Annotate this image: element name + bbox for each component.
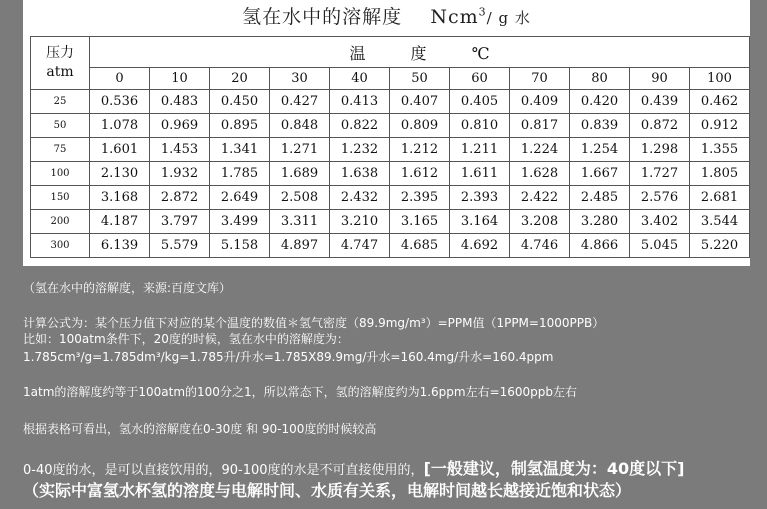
value-cell: 0.817: [510, 114, 570, 138]
value-cell: 0.895: [210, 114, 270, 138]
temperature-cell: 100: [690, 68, 750, 90]
table-row: [31, 114, 750, 138]
value-cell: 1.612: [390, 162, 450, 186]
table-sheet: [23, 0, 750, 266]
source-note: （氢在水中的溶解度，来源:百度文库）: [23, 281, 232, 295]
table-row: [31, 162, 750, 186]
solubility-table: [30, 36, 750, 258]
value-cell: 6.139: [90, 234, 150, 258]
value-cell: 3.311: [270, 210, 330, 234]
actual-note: （实际中富氢水杯氢的溶度与电解时间、水质有关系，电解时间越长越接近饱和状态）: [23, 481, 632, 500]
pressure-header-unit: atm: [46, 64, 74, 80]
pressure-header-label: 压力: [46, 45, 74, 61]
value-cell: 5.579: [150, 234, 210, 258]
value-cell: 3.165: [390, 210, 450, 234]
value-cell: 2.393: [450, 186, 510, 210]
value-cell: 0.809: [390, 114, 450, 138]
drink-note-line: [23, 456, 684, 479]
temperature-header: 温 度 ℃: [90, 37, 750, 68]
temperature-cell: 50: [390, 68, 450, 90]
value-cell: 1.689: [270, 162, 330, 186]
value-cell: 4.747: [330, 234, 390, 258]
value-cell: 0.969: [150, 114, 210, 138]
value-cell: 4.866: [570, 234, 630, 258]
value-cell: 1.355: [690, 138, 750, 162]
value-cell: 0.413: [330, 90, 390, 114]
value-cell: 0.427: [270, 90, 330, 114]
value-cell: 0.407: [390, 90, 450, 114]
value-cell: 1.298: [630, 138, 690, 162]
value-cell: 1.224: [510, 138, 570, 162]
value-cell: 1.271: [270, 138, 330, 162]
value-cell: 4.187: [90, 210, 150, 234]
value-cell: 1.212: [390, 138, 450, 162]
pressure-cell: 75: [31, 138, 90, 162]
value-cell: 1.232: [330, 138, 390, 162]
value-cell: 1.078: [90, 114, 150, 138]
value-cell: 0.420: [570, 90, 630, 114]
value-cell: 2.576: [630, 186, 690, 210]
pressure-cell: 100: [31, 162, 90, 186]
title-unit-sup: 3: [478, 5, 487, 19]
temperature-cell: 20: [210, 68, 270, 90]
value-cell: 1.601: [90, 138, 150, 162]
value-cell: 2.485: [570, 186, 630, 210]
value-cell: 1.805: [690, 162, 750, 186]
value-cell: 5.158: [210, 234, 270, 258]
value-cell: 1.785: [210, 162, 270, 186]
value-cell: 3.797: [150, 210, 210, 234]
title-main: 氢在水中的溶解度: [242, 6, 403, 28]
value-cell: 1.211: [450, 138, 510, 162]
value-cell: 3.210: [330, 210, 390, 234]
value-cell: 2.681: [690, 186, 750, 210]
value-cell: 0.536: [90, 90, 150, 114]
temperature-cell: 60: [450, 68, 510, 90]
table-row: [31, 90, 750, 114]
value-cell: 0.810: [450, 114, 510, 138]
temperature-cell: 80: [570, 68, 630, 90]
value-cell: 4.746: [510, 234, 570, 258]
value-cell: 0.462: [690, 90, 750, 114]
value-cell: 1.638: [330, 162, 390, 186]
value-cell: 2.422: [510, 186, 570, 210]
value-cell: 3.544: [690, 210, 750, 234]
table-row: [31, 210, 750, 234]
value-cell: 1.932: [150, 162, 210, 186]
value-cell: 1.611: [450, 162, 510, 186]
header-row: [31, 37, 750, 68]
value-cell: 5.220: [690, 234, 750, 258]
temperature-cell: 0: [90, 68, 150, 90]
value-cell: 0.912: [690, 114, 750, 138]
value-cell: 3.168: [90, 186, 150, 210]
drink-note: 0-40度的水，是可以直接饮用的，90-100度的水是不可直接使用的，: [23, 463, 424, 478]
value-cell: 2.432: [330, 186, 390, 210]
value-cell: 4.685: [390, 234, 450, 258]
title-unit: Ncm: [430, 6, 479, 28]
temperature-cell: 30: [270, 68, 330, 90]
value-cell: 2.508: [270, 186, 330, 210]
temperature-row: [31, 68, 750, 90]
pressure-cell: 25: [31, 90, 90, 114]
pressure-cell: 200: [31, 210, 90, 234]
value-cell: 5.045: [630, 234, 690, 258]
value-cell: 0.483: [150, 90, 210, 114]
pressure-cell: 50: [31, 114, 90, 138]
table-row: [31, 186, 750, 210]
value-cell: 4.692: [450, 234, 510, 258]
value-cell: 3.164: [450, 210, 510, 234]
value-cell: 1.453: [150, 138, 210, 162]
value-cell: 1.254: [570, 138, 630, 162]
value-cell: 1.727: [630, 162, 690, 186]
value-cell: 0.439: [630, 90, 690, 114]
value-cell: 4.897: [270, 234, 330, 258]
one-atm-note: 1atm的溶解度约等于100atm的100分之1，所以常态下，氢的溶解度约为1.6ppm左右=1600ppb左右: [23, 385, 578, 399]
table-note: 根据表格可看出，氢水的溶解度在0-30度 和 90-100度的时候较高: [23, 422, 377, 436]
example-note-2: 1.785cm³/g=1.785dm³/kg=1.785升/升水=1.785X89.9mg/升水=160.4mg/升水=160.4ppm: [23, 350, 554, 364]
value-cell: 1.628: [510, 162, 570, 186]
temperature-cell: 90: [630, 68, 690, 90]
temperature-cell: 10: [150, 68, 210, 90]
value-cell: 0.450: [210, 90, 270, 114]
value-cell: 2.872: [150, 186, 210, 210]
formula-note: 计算公式为：某个压力值下对应的某个温度的数值＊氢气密度（89.9mg/m³）=PPM值（1PPM=1000PPB）: [23, 316, 605, 330]
value-cell: 3.280: [570, 210, 630, 234]
title-unit-rest: / g 水: [486, 9, 531, 27]
value-cell: 0.822: [330, 114, 390, 138]
value-cell: 0.405: [450, 90, 510, 114]
value-cell: 1.341: [210, 138, 270, 162]
value-cell: 0.848: [270, 114, 330, 138]
pressure-cell: 300: [31, 234, 90, 258]
table-row: [31, 234, 750, 258]
value-cell: 3.499: [210, 210, 270, 234]
suggestion-note: [一般建议，制氢温度为：40度以下]: [423, 459, 685, 478]
example-note-1: 比如：100atm条件下，20度的时候，氢在水中的溶解度为：: [23, 332, 349, 346]
pressure-cell: 150: [31, 186, 90, 210]
value-cell: 3.208: [510, 210, 570, 234]
table-row: [31, 138, 750, 162]
value-cell: 0.409: [510, 90, 570, 114]
temperature-cell: 70: [510, 68, 570, 90]
pressure-header: [31, 37, 90, 90]
value-cell: 3.402: [630, 210, 690, 234]
table-title: [23, 2, 750, 29]
value-cell: 2.395: [390, 186, 450, 210]
value-cell: 1.667: [570, 162, 630, 186]
temperature-cell: 40: [330, 68, 390, 90]
value-cell: 0.872: [630, 114, 690, 138]
value-cell: 2.130: [90, 162, 150, 186]
value-cell: 0.839: [570, 114, 630, 138]
value-cell: 2.649: [210, 186, 270, 210]
